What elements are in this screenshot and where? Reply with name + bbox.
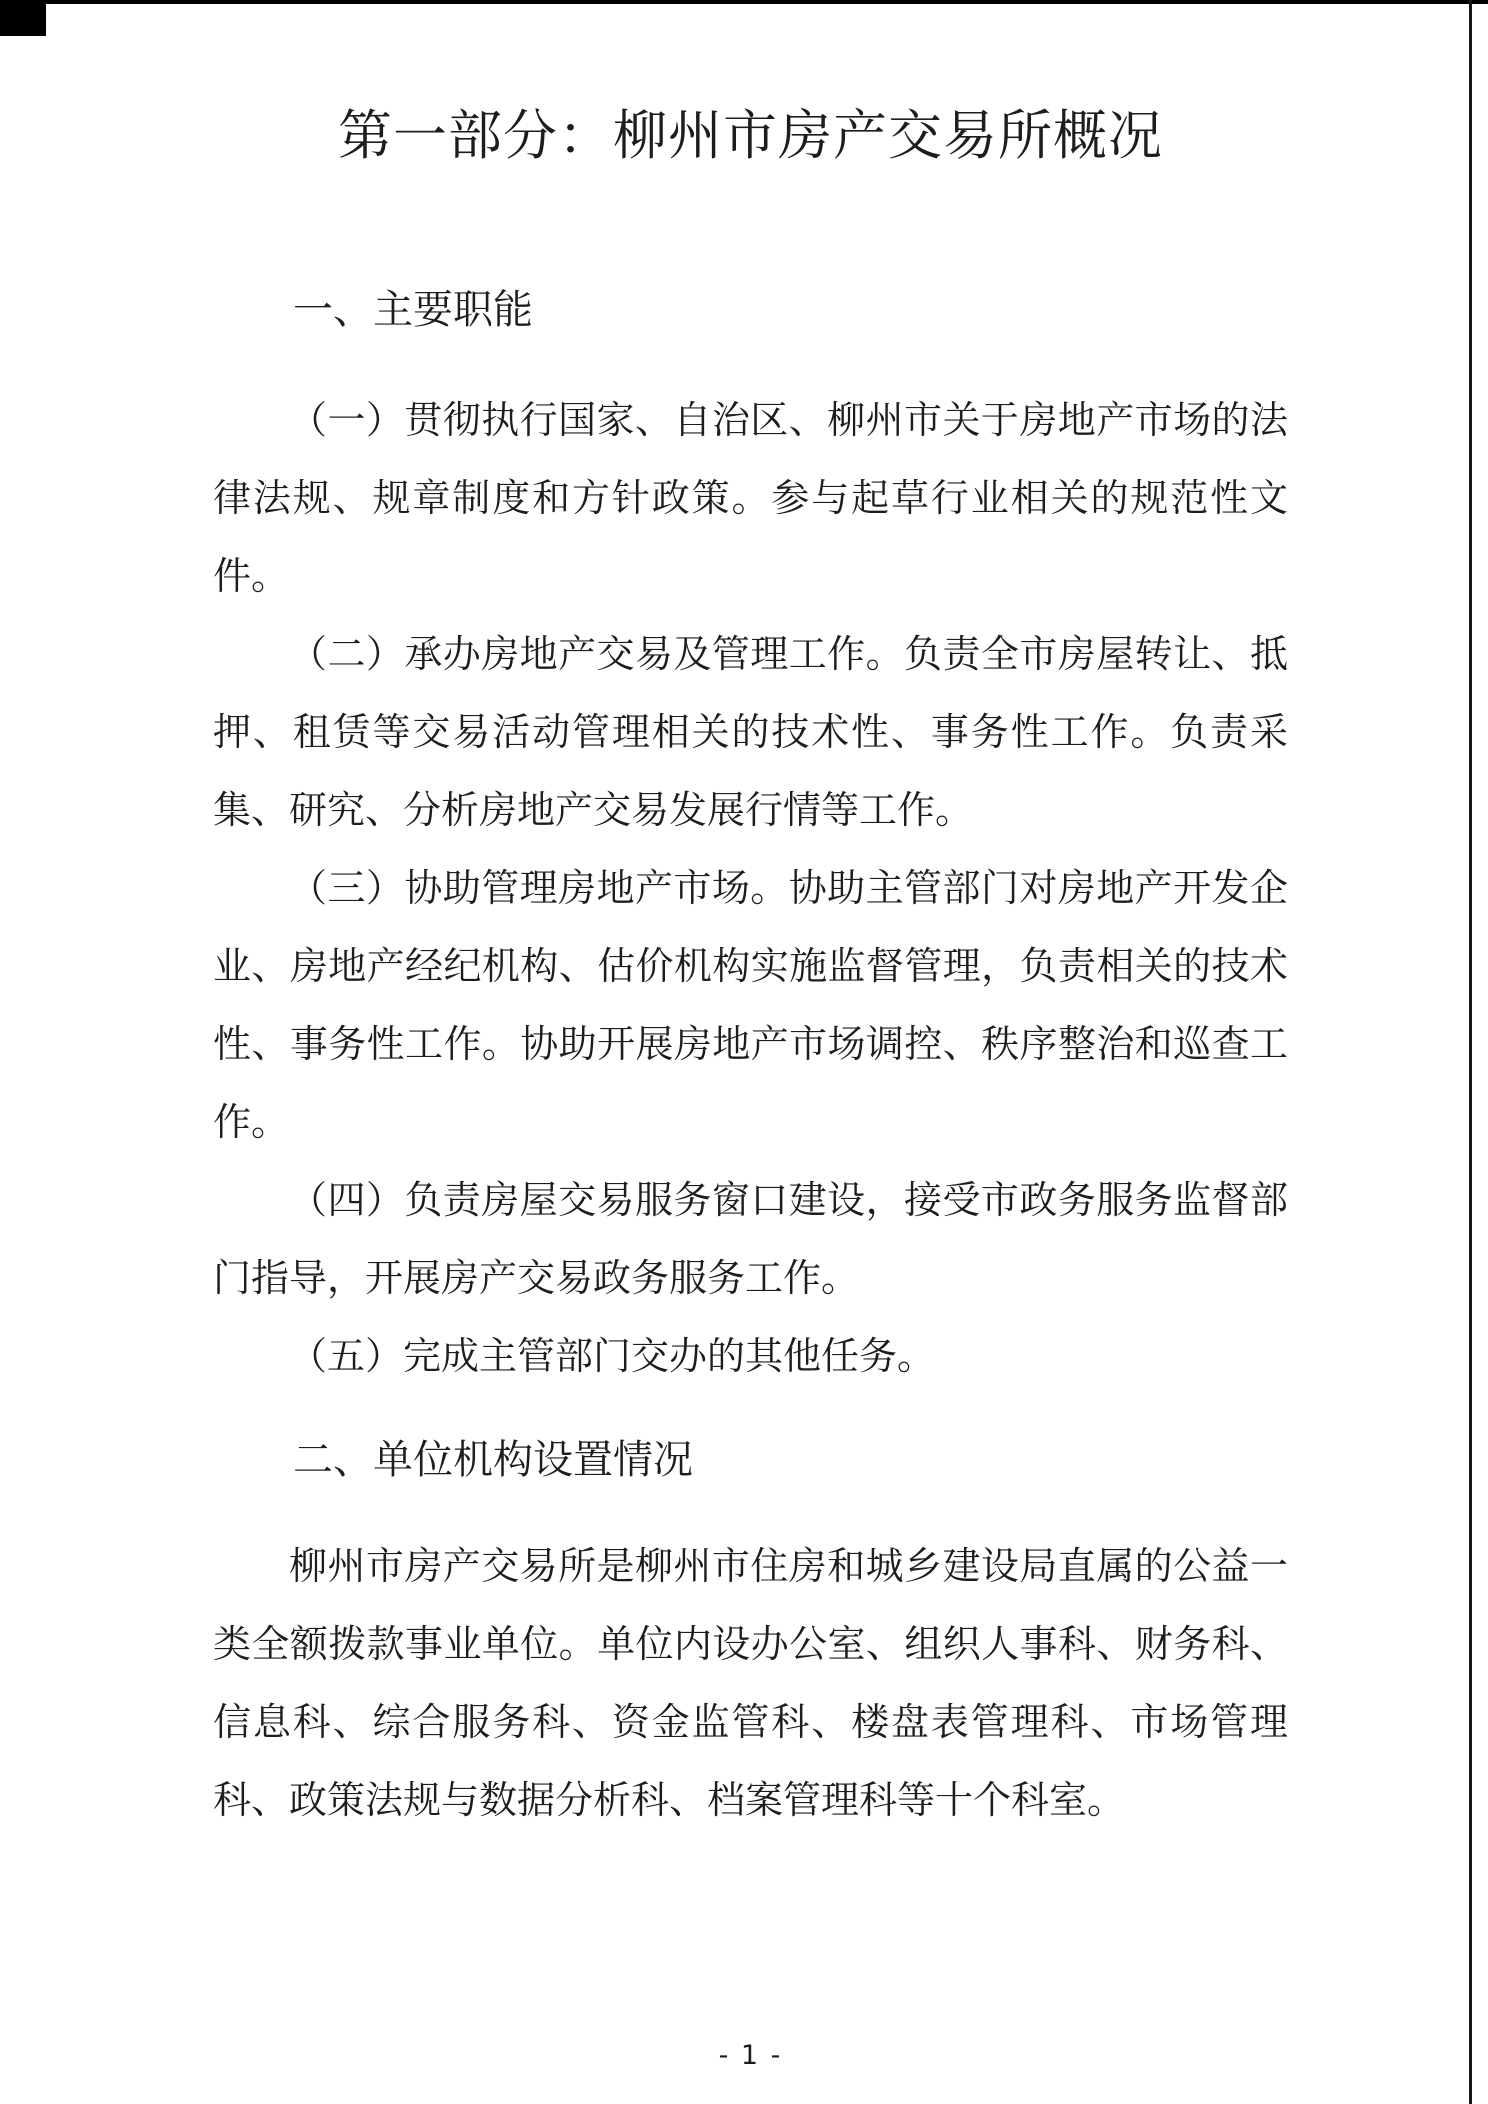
scan-edge-right: [1469, 0, 1472, 2104]
paragraph-line: （四）负责房屋交易服务窗口建设，接受市政务服务监督部: [289, 1178, 1288, 1222]
paragraph: [213, 1161, 1288, 1317]
page-number: - 1 -: [718, 2040, 783, 2071]
paragraph-line: 押、租赁等交易活动管理相关的技术性、事务性工作。负责采: [213, 710, 1288, 754]
paragraph-line: 柳州市房产交易所是柳州市住房和城乡建设局直属的公益一: [289, 1544, 1288, 1588]
scan-corner-mark: [0, 0, 46, 36]
paragraph: [213, 1527, 1288, 1839]
paragraph-line: 信息科、综合服务科、资金监管科、楼盘表管理科、市场管理: [213, 1700, 1288, 1744]
page-title: 第一部分：柳州市房产交易所概况: [338, 104, 1163, 167]
section-heading: 一、主要职能: [293, 287, 533, 333]
paragraph-line: （一）贯彻执行国家、自治区、柳州市关于房地产市场的法: [289, 398, 1288, 442]
paragraph-line: （二）承办房地产交易及管理工作。负责全市房屋转让、抵: [289, 632, 1288, 676]
paragraph: [213, 1317, 1288, 1395]
paragraph-line: 业、房地产经纪机构、估价机构实施监督管理，负责相关的技术: [213, 944, 1288, 988]
paragraph-line: 作。: [213, 1100, 290, 1144]
paragraph-line: 类全额拨款事业单位。单位内设办公室、组织人事科、财务科、: [213, 1622, 1288, 1666]
paragraph-line: 门指导，开展房产交易政务服务工作。: [213, 1256, 860, 1300]
paragraph-line: 件。: [213, 554, 290, 598]
section-heading: 二、单位机构设置情况: [293, 1437, 693, 1483]
paragraph-line: 科、政策法规与数据分析科、档案管理科等十个科室。: [213, 1778, 1126, 1822]
paragraph: [213, 381, 1288, 615]
paragraph-line: （五）完成主管部门交办的其他任务。: [289, 1334, 936, 1378]
scan-edge-top: [0, 0, 1488, 4]
paragraph-line: （三）协助管理房地产市场。协助主管部门对房地产开发企: [289, 866, 1288, 910]
paragraph-line: 集、研究、分析房地产交易发展行情等工作。: [213, 788, 974, 832]
paragraph: [213, 849, 1288, 1161]
paragraph: [213, 615, 1288, 849]
paragraph-line: 律法规、规章制度和方针政策。参与起草行业相关的规范性文: [213, 476, 1288, 520]
paragraph-line: 性、事务性工作。协助开展房地产市场调控、秩序整治和巡查工: [213, 1022, 1288, 1066]
